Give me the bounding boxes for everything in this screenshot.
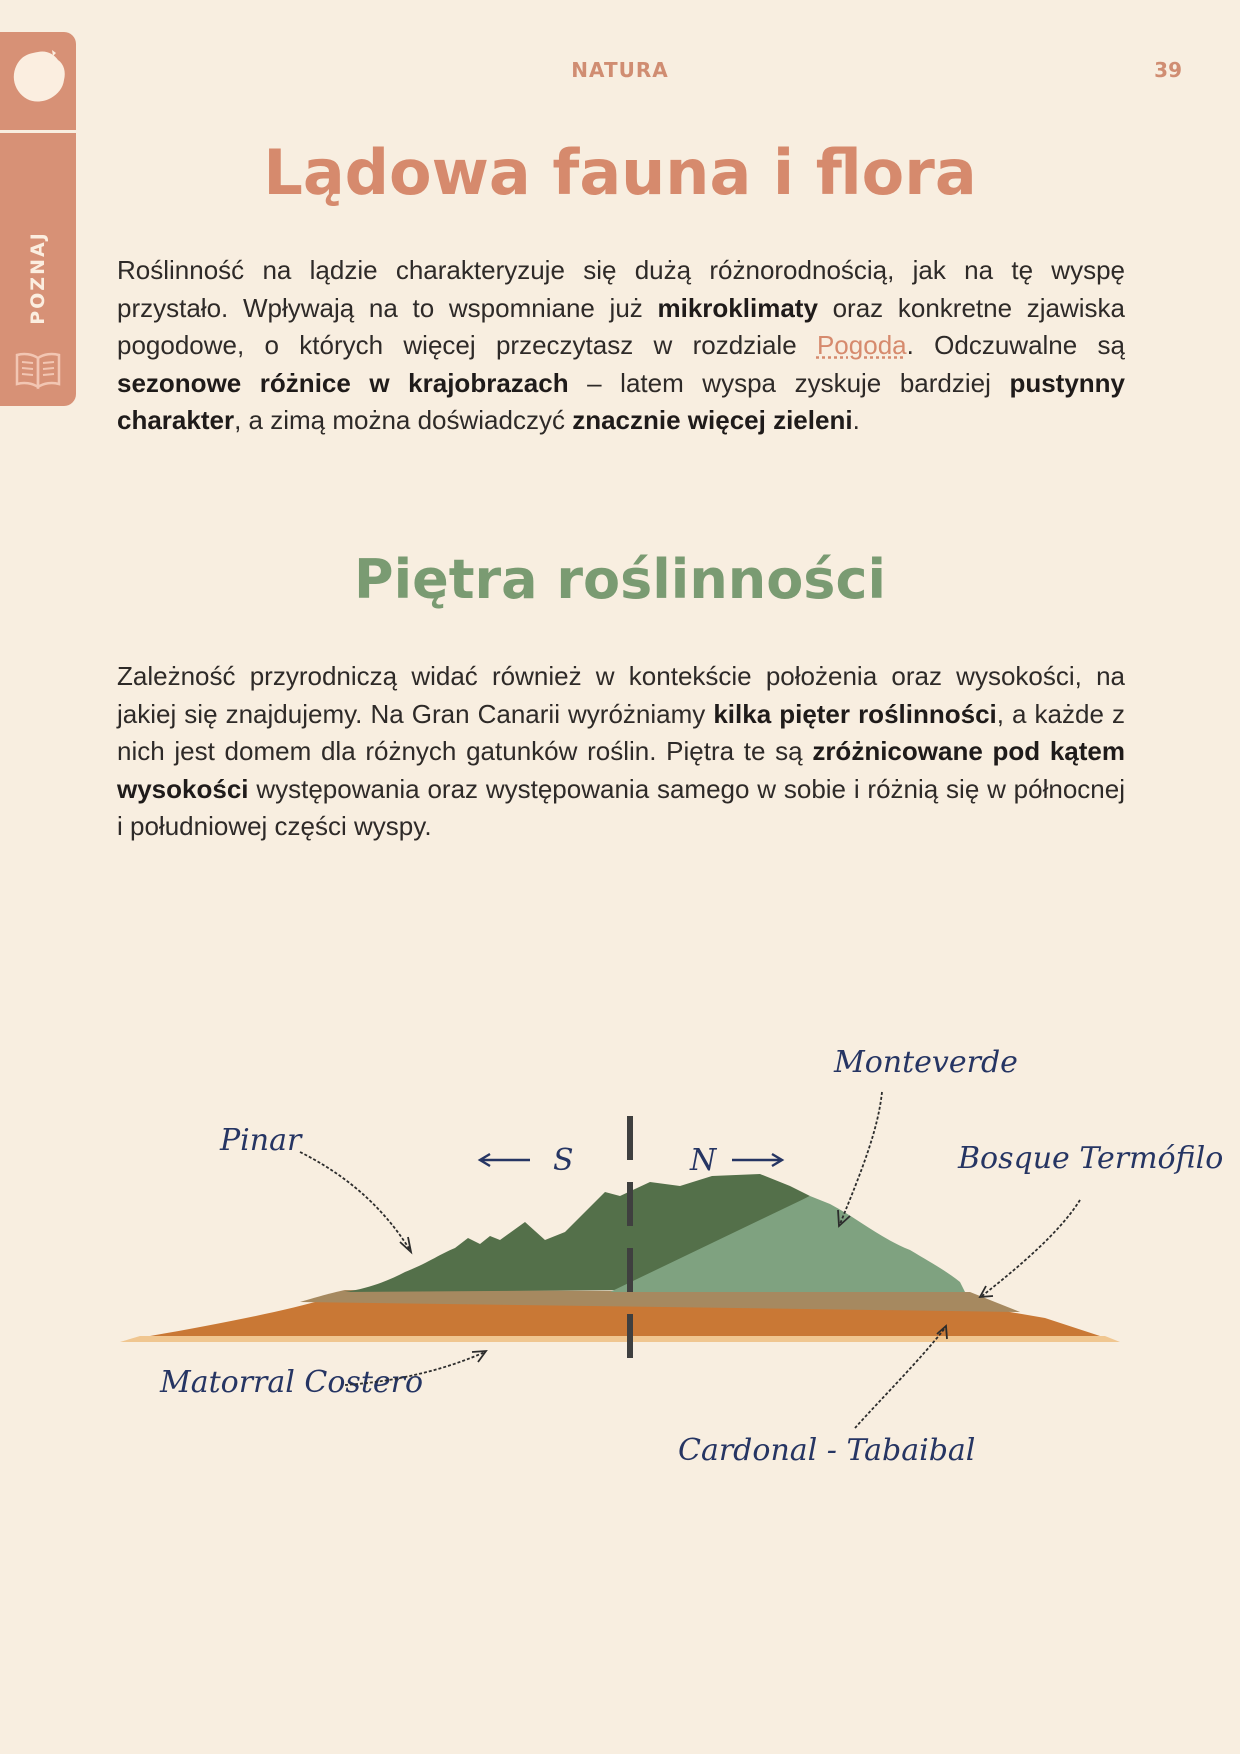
south-arrow bbox=[480, 1154, 530, 1166]
sand-strip bbox=[120, 1336, 1120, 1342]
bold-run: pustynny charakter bbox=[117, 367, 1126, 436]
direction-north-label: N bbox=[690, 1143, 717, 1178]
text-run: występowania oraz występowania samego w sobie i różnią się w północnej i południowej części wyspy. bbox=[117, 773, 1125, 842]
zones-paragraph bbox=[117, 658, 1125, 846]
bosque-termofilo-label: Bosque Termófilo bbox=[958, 1141, 1224, 1176]
bold-run: zróżnicowane pod kątem wysokości bbox=[117, 736, 1125, 804]
side-tab-divider bbox=[0, 130, 76, 133]
pinar-arrow bbox=[300, 1152, 411, 1252]
text-run: – latem wyspa zyskuje bardziej bbox=[568, 367, 1010, 398]
text-run: oraz konkretne zjawiska pogodowe, o których więcej przeczytasz w rozdziale bbox=[117, 292, 1125, 361]
running-head-section: NATURA bbox=[571, 58, 669, 82]
bosque-termofilo-arrow bbox=[980, 1200, 1080, 1297]
bold-run: mikroklimaty bbox=[657, 292, 818, 323]
pinar-label: Pinar bbox=[220, 1123, 302, 1158]
chapter-side-tab[interactable] bbox=[0, 32, 76, 406]
text-run: , a każde z nich jest domem dla różnych gatunków roślin. Piętra te są bbox=[117, 698, 1125, 767]
pogoda-link[interactable]: Pogoda bbox=[816, 330, 907, 361]
side-tab-label: POZNAJ bbox=[27, 231, 49, 325]
monteverde-label: Monteverde bbox=[834, 1045, 1018, 1080]
text-run: . Odczuwalne są bbox=[906, 330, 1125, 361]
bold-run: kilka pięter roślinności bbox=[713, 698, 997, 729]
section-subtitle: Piętra roślinności bbox=[354, 548, 886, 611]
direction-south-label: S bbox=[553, 1143, 574, 1178]
monteverde-arrow bbox=[838, 1092, 882, 1226]
bold-run: znacznie więcej zieleni bbox=[572, 405, 853, 436]
text-run: , a zimą można doświadczyć bbox=[234, 405, 573, 436]
north-arrow bbox=[732, 1154, 782, 1166]
intro-paragraph bbox=[117, 252, 1125, 440]
vegetation-zones-diagram bbox=[0, 1040, 1240, 1480]
matorral-costero-label: Matorral Costero bbox=[160, 1365, 424, 1400]
text-run: . bbox=[852, 405, 860, 436]
page-title: Lądowa fauna i flora bbox=[263, 136, 977, 209]
bold-run: sezonowe różnice w krajobrazach bbox=[117, 367, 569, 398]
text-run: Zależność przyrodniczą widać również w kontekście położenia oraz wysokości, na jakiej się znajdujemy. Na Gran Canarii wyróżniamy bbox=[117, 661, 1125, 729]
open-book-icon bbox=[14, 350, 62, 390]
text-run: Roślinność na lądzie charakteryzuje się dużą różnorodnością, jak na tę wyspę przystało. Wpływają na to wspomniane już bbox=[117, 255, 1125, 323]
cardonal-tabaibal-label: Cardonal - Tabaibal bbox=[678, 1433, 976, 1468]
page-number: 39 bbox=[1154, 58, 1182, 82]
